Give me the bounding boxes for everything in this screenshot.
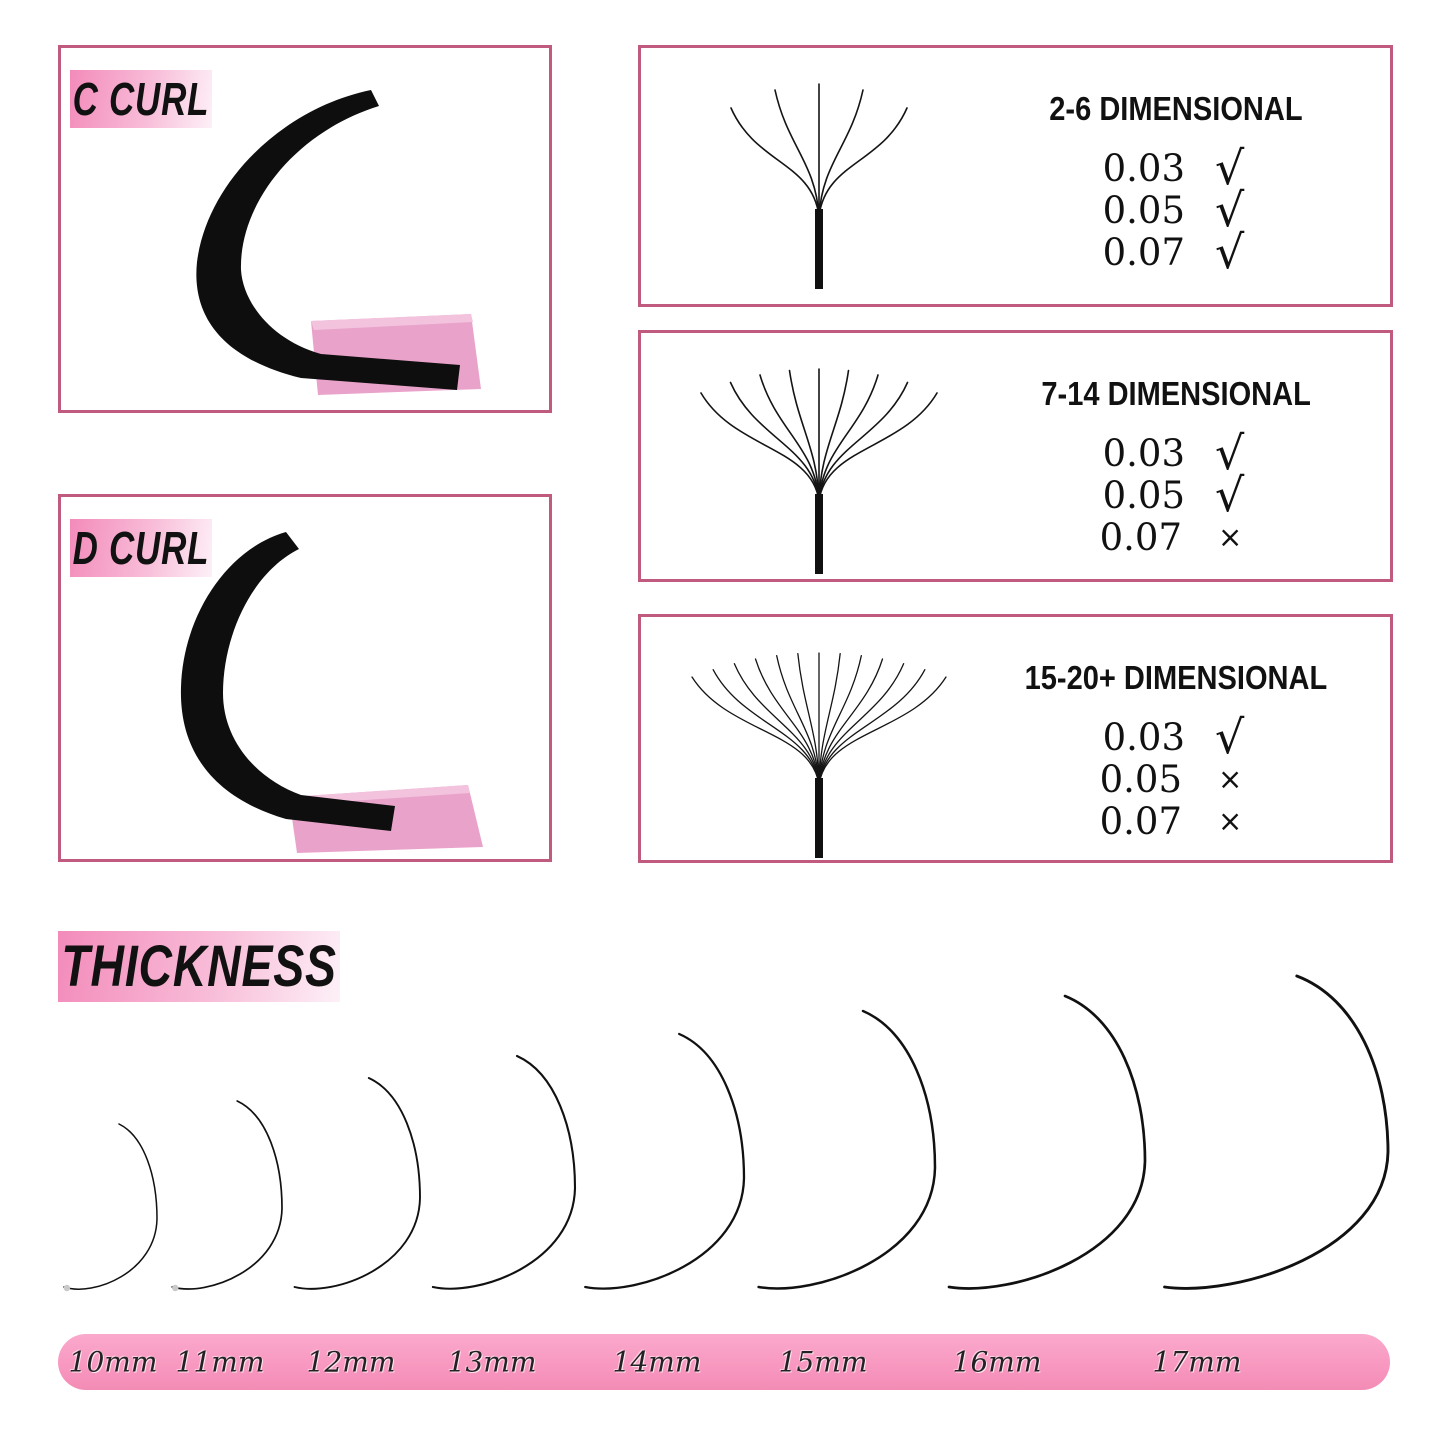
availability-mark: √ xyxy=(1215,225,1245,279)
thickness-size-bar xyxy=(58,1334,1390,1390)
spec-row xyxy=(1089,225,1263,279)
availability-mark: √ xyxy=(1215,426,1245,480)
thickness-value: 0.07 xyxy=(1099,515,1182,559)
spec-column xyxy=(971,617,1381,842)
c-curl-label-text: C CURL xyxy=(72,73,210,125)
thickness-value: 0.07 xyxy=(1099,799,1182,843)
thickness-lash-curves xyxy=(40,950,1410,1315)
availability-mark: × xyxy=(1218,803,1243,838)
dimensional-title: 7-14 DIMENSIONAL xyxy=(1041,375,1311,412)
d-curl-label-text: D CURL xyxy=(72,522,210,574)
thickness-value: 0.03 xyxy=(1102,146,1185,190)
availability-mark: √ xyxy=(1215,183,1245,237)
size-label: 13mm xyxy=(447,1345,537,1379)
d-curl-panel xyxy=(58,494,552,862)
spec-row xyxy=(1086,710,1266,764)
availability-mark: √ xyxy=(1215,468,1245,522)
spec-column xyxy=(971,48,1381,279)
size-label: 11mm xyxy=(175,1345,265,1379)
dimensional-box-2-6 xyxy=(638,45,1393,307)
lash-fan-image xyxy=(669,343,1009,578)
thickness-value: 0.03 xyxy=(1102,431,1185,475)
size-label: 15mm xyxy=(778,1345,868,1379)
dimensional-box-15-20 xyxy=(638,614,1393,863)
size-label: 14mm xyxy=(612,1345,702,1379)
size-label: 10mm xyxy=(68,1345,158,1379)
thickness-value: 0.05 xyxy=(1102,473,1185,517)
thickness-value: 0.05 xyxy=(1099,757,1182,801)
size-label: 12mm xyxy=(306,1345,396,1379)
spec-column xyxy=(971,333,1381,558)
size-label: 17mm xyxy=(1152,1345,1242,1379)
thickness-value: 0.05 xyxy=(1102,188,1185,232)
spec-rows xyxy=(1086,710,1266,843)
c-curl-label xyxy=(70,70,212,128)
d-curl-lash-strip xyxy=(181,532,395,831)
thickness-value: 0.07 xyxy=(1102,230,1185,274)
spec-rows xyxy=(1086,426,1266,559)
availability-mark: √ xyxy=(1215,710,1245,764)
lash-fan-image xyxy=(669,627,1009,862)
c-curl-panel xyxy=(58,45,552,413)
availability-mark: × xyxy=(1218,761,1243,796)
d-curl-label xyxy=(70,519,212,577)
dimensional-title: 15-20+ DIMENSIONAL xyxy=(1024,659,1328,696)
spec-rows xyxy=(1089,141,1263,279)
spec-row xyxy=(1086,758,1266,800)
availability-mark: √ xyxy=(1215,141,1245,195)
size-label: 16mm xyxy=(952,1345,1042,1379)
spec-row xyxy=(1086,800,1266,842)
thickness-value: 0.03 xyxy=(1102,715,1185,759)
availability-mark: × xyxy=(1218,519,1243,554)
dimensional-title: 2-6 DIMENSIONAL xyxy=(1049,90,1303,127)
spec-row xyxy=(1086,468,1266,522)
spec-row xyxy=(1086,516,1266,558)
lash-fan-image xyxy=(669,58,1009,293)
dimensional-box-7-14 xyxy=(638,330,1393,582)
thickness-label-text: THICKNESS xyxy=(61,934,337,999)
